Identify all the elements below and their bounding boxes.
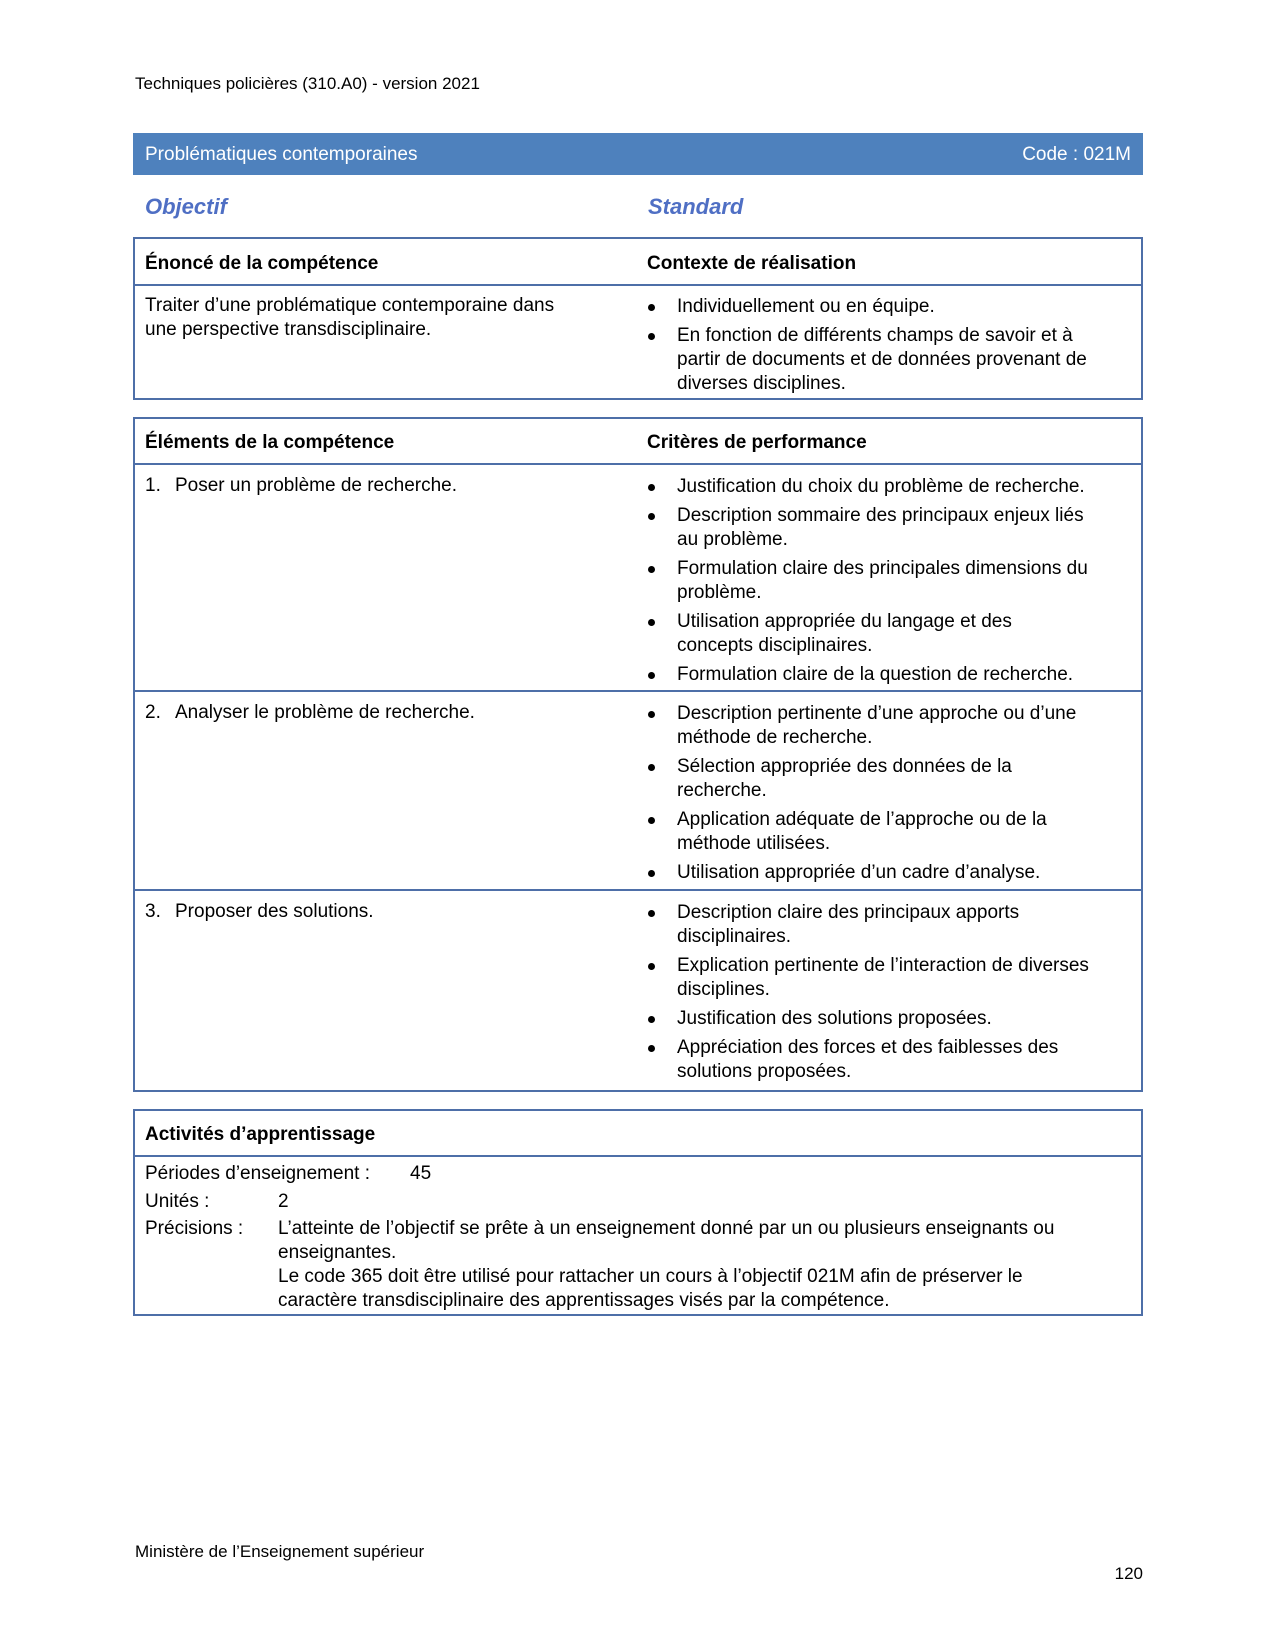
precisions-label: Précisions :: [145, 1218, 244, 1239]
criterion-item: Description pertinente d’une approche ou d’une méthode de recherche.: [647, 702, 1076, 750]
element-number: 1.: [145, 475, 161, 496]
precisions-line: L’atteinte de l’objectif se prête à un enseignement donné par un ou plusieurs enseignants ou: [278, 1218, 1055, 1239]
criterion-item: Appréciation des forces et des faiblesses des solutions proposées.: [647, 1036, 1089, 1084]
criterion-item: Utilisation appropriée d’un cadre d’analyse.: [647, 861, 1076, 885]
criterion-item: Justification du choix du problème de recherche.: [647, 475, 1088, 499]
precisions-line: Le code 365 doit être utilisé pour rattacher un cours à l’objectif 021M afin de préserver le: [278, 1266, 1023, 1287]
running-header: Techniques policières (310.A0) - version 2021: [135, 74, 480, 93]
row-divider: [135, 690, 1141, 692]
contexte-heading: Contexte de réalisation: [647, 253, 857, 274]
periodes-label: Périodes d’enseignement :: [145, 1163, 370, 1184]
unites-label: Unités :: [145, 1191, 210, 1212]
criteria-list-2: [647, 702, 1076, 890]
element-row-1: [145, 474, 457, 498]
criterion-item: Explication pertinente de l’interaction de diverses disciplines.: [647, 954, 1089, 1002]
element-row-2: [145, 701, 475, 725]
title-bar: [133, 133, 1143, 175]
criteria-list-1: [647, 475, 1088, 692]
element-text: Analyser le problème de recherche.: [175, 702, 475, 723]
element-number: 2.: [145, 702, 161, 723]
enonce-line: Traiter d’une problématique contemporaine dans: [145, 295, 555, 316]
elements-box: [133, 417, 1143, 1092]
elements-heading: Éléments de la compétence: [145, 432, 395, 453]
footer-ministry: Ministère de l’Enseignement supérieur: [135, 1542, 425, 1561]
element-text: Poser un problème de recherche.: [175, 475, 457, 496]
periodes-value: 45: [410, 1163, 432, 1184]
standard-heading: Standard: [648, 194, 744, 219]
activites-box: [133, 1109, 1143, 1316]
unites-value: 2: [278, 1191, 289, 1212]
element-text: Proposer des solutions.: [175, 901, 374, 922]
criterion-item: Justification des solutions proposées.: [647, 1007, 1089, 1031]
criterion-item: Application adéquate de l’approche ou de la méthode utilisées.: [647, 808, 1076, 856]
enonce-line: une perspective transdisciplinaire.: [145, 319, 432, 340]
competence-title: Problématiques contemporaines: [145, 144, 418, 165]
criterion-item: Utilisation appropriée du langage et des concepts disciplinaires.: [647, 610, 1088, 658]
activites-heading: Activités d’apprentissage: [145, 1124, 376, 1145]
criterion-item: Description claire des principaux apports disciplinaires.: [647, 901, 1089, 949]
competence-box: [133, 237, 1143, 400]
divider: [135, 463, 1141, 465]
precisions-line: caractère transdisciplinaire des apprentissages visés par la compétence.: [278, 1290, 890, 1311]
criteres-heading: Critères de performance: [647, 432, 867, 453]
contexte-item: En fonction de différents champs de savoir et à partir de documents et de données provenant de diverses disciplines.: [647, 324, 1087, 396]
precisions-line: enseignantes.: [278, 1242, 397, 1263]
criterion-item: Formulation claire de la question de recherche.: [647, 663, 1088, 687]
criteria-list-3: [647, 901, 1089, 1089]
criterion-item: Sélection appropriée des données de la recherche.: [647, 755, 1076, 803]
competence-code: Code : 021M: [1022, 144, 1131, 165]
element-row-3: [145, 900, 374, 924]
divider: [135, 284, 1141, 286]
row-divider: [135, 889, 1141, 891]
objectif-heading: Objectif: [145, 194, 227, 219]
divider: [135, 1155, 1141, 1157]
contexte-item: Individuellement ou en équipe.: [647, 295, 1087, 319]
contexte-list: [647, 295, 1087, 401]
page-number: 120: [1114, 1564, 1143, 1583]
element-number: 3.: [145, 901, 161, 922]
enonce-heading: Énoncé de la compétence: [145, 253, 379, 274]
criterion-item: Formulation claire des principales dimensions du problème.: [647, 557, 1088, 605]
criterion-item: Description sommaire des principaux enjeux liés au problème.: [647, 504, 1088, 552]
enonce-text: [145, 294, 554, 342]
precisions-text: [278, 1217, 1054, 1313]
